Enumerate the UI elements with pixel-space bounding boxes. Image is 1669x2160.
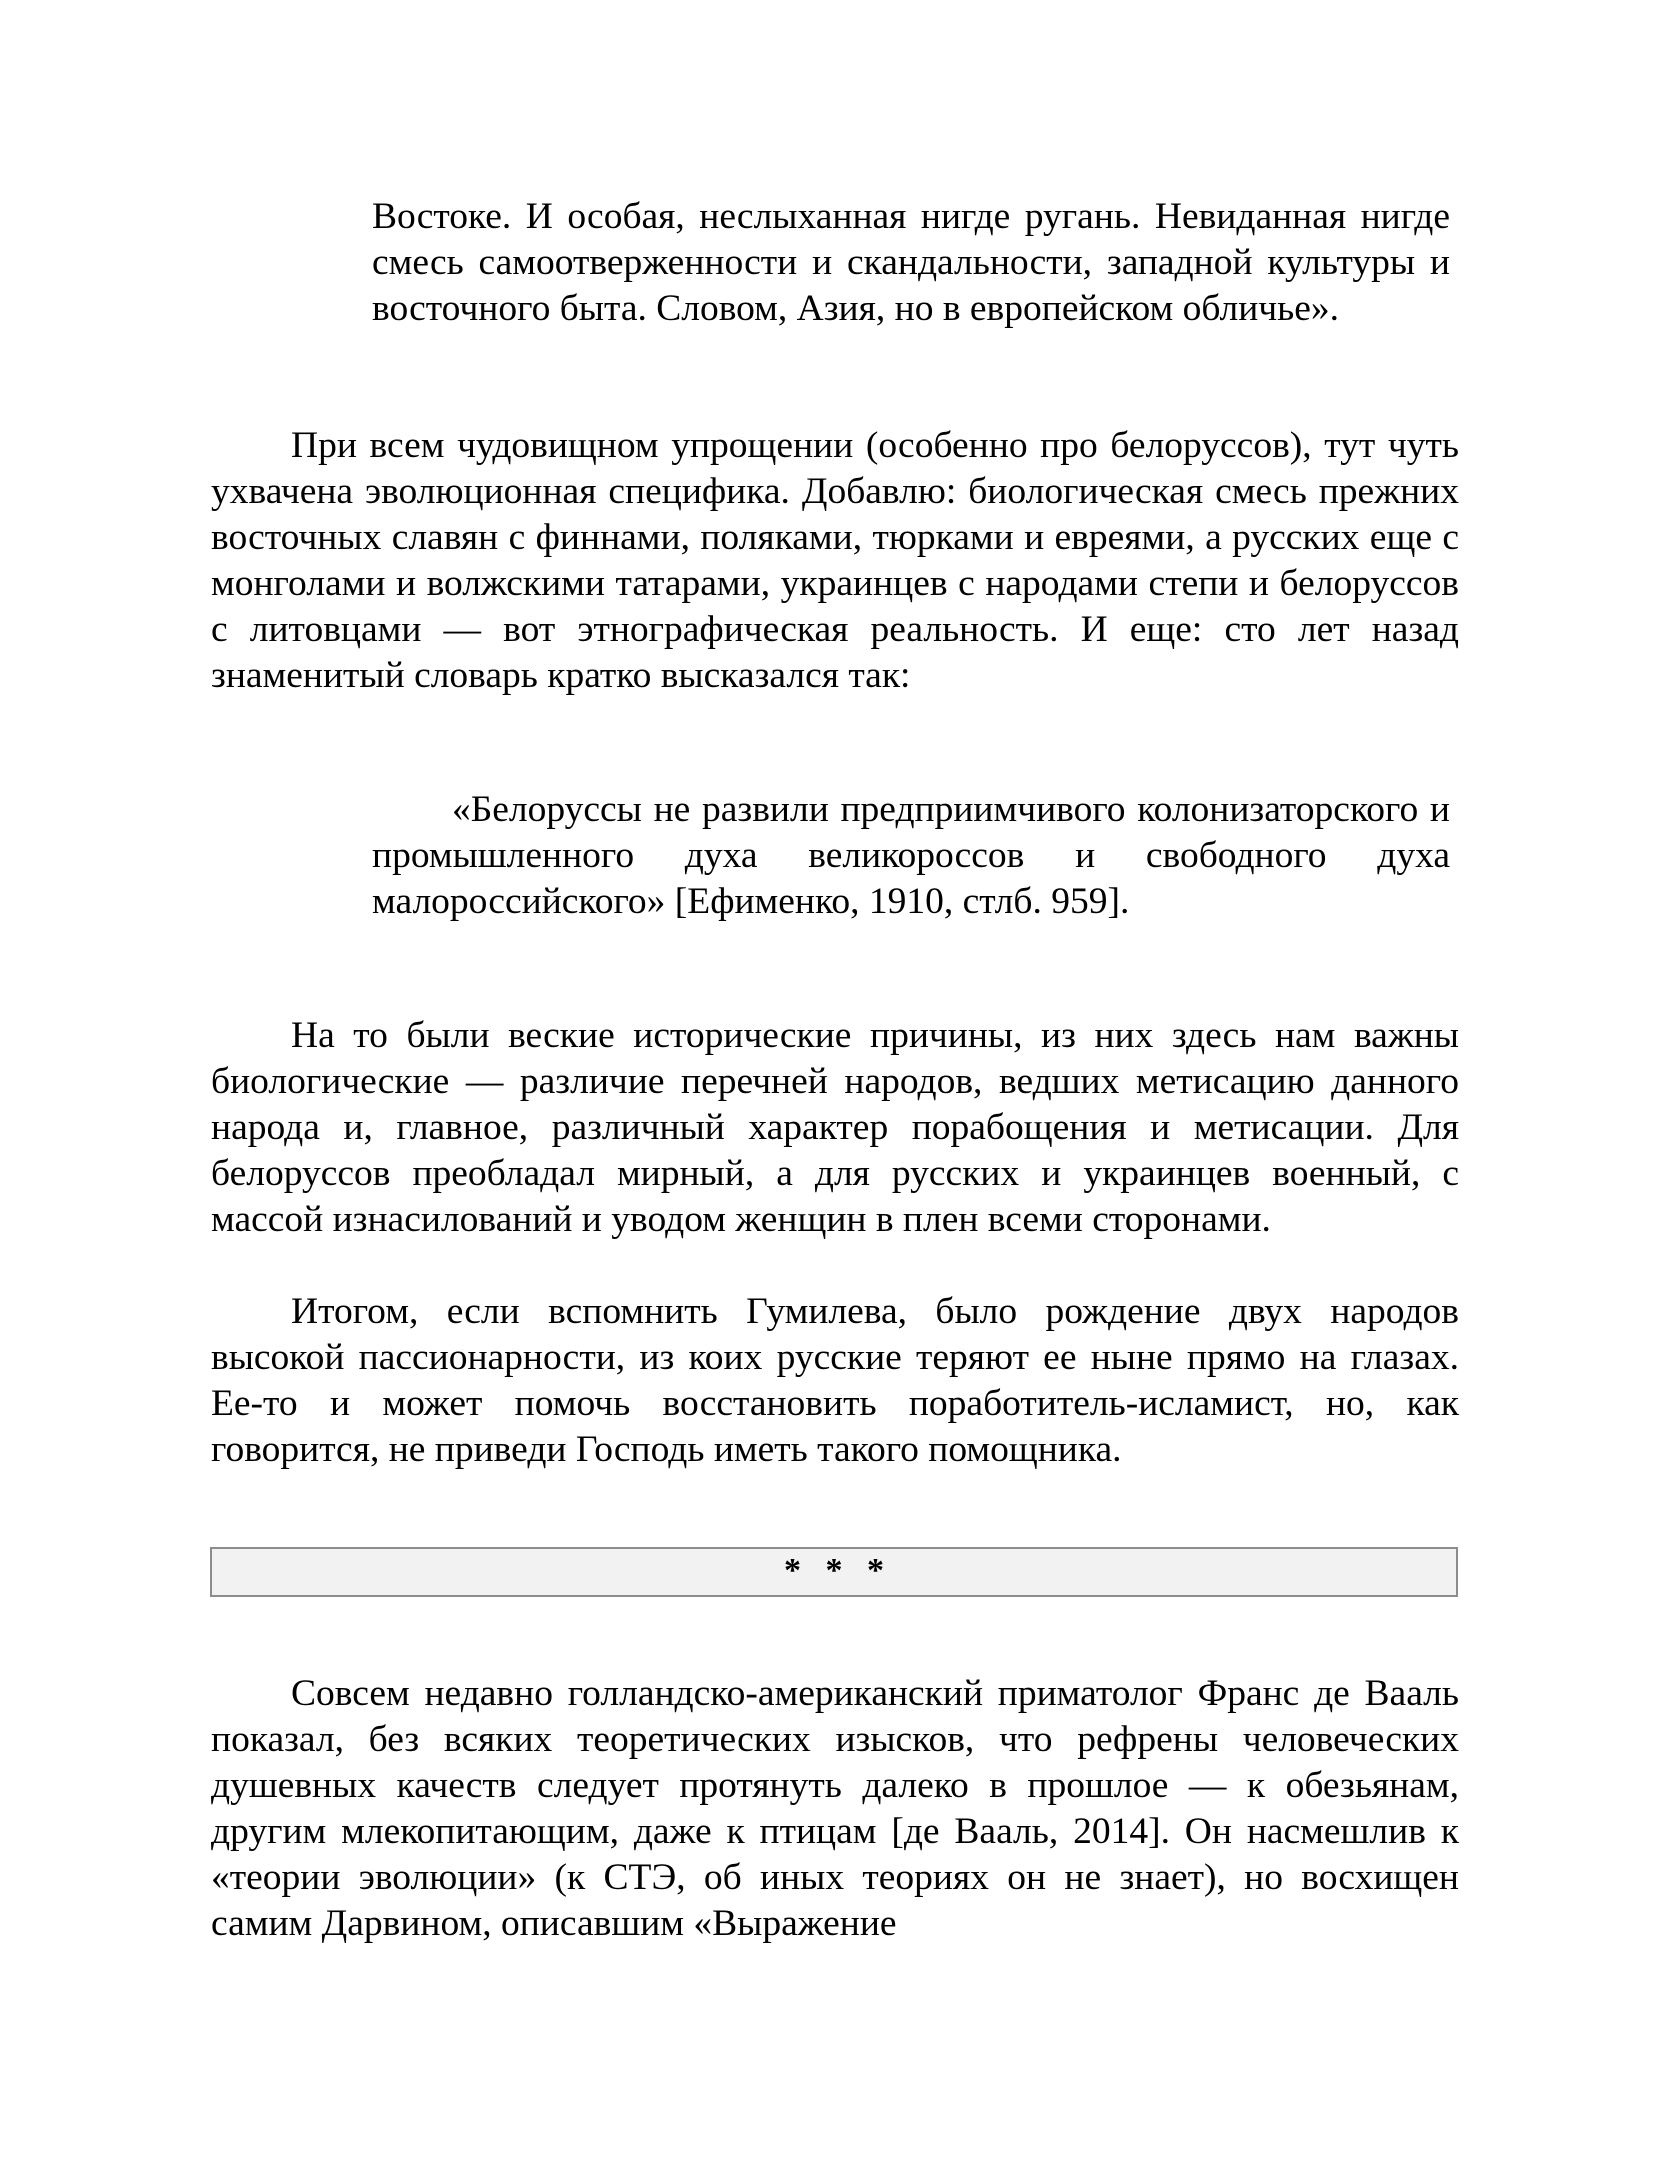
paragraph-historical-reasons: На то были веские исторические причины, из них здесь нам важны биологические — различие перечней народов, ведших метисацию данного народа и, главное, различный характер порабощения и метисации. Для белоруссов преобладал мирный, а для русских и украинцев военный, с массой изнасилований и уводом женщин в плен всеми сторонами.	[211, 1015, 1459, 1240]
block-quote-efimenko: «Белоруссы не развили предприимчивого колонизаторского и промышленного духа великороссов и свободного духа малороссийского» [Ефименко, 1910, стлб. 959].	[372, 789, 1450, 922]
block-quote-continuation: Востоке. И особая, неслыханная нигде ругань. Невиданная нигде смесь самоотверженности и скандальности, западной культуры и восточного быта. Словом, Азия, но в европейском обличье».	[372, 196, 1450, 329]
paragraph-de-waal: Совсем недавно голландско-американский приматолог Франс де Вааль показал, без всяких теоретических изысков, что рефрены человеческих душевных качеств следует протянуть далеко в прошлое — к обезьянам, другим млекопитающим, даже к птицам [де Вааль, 2014]. Он насмешлив к «теории эволюции» (к СТЭ, об иных теориях он не знает), но восхищен самим Дарвином, описавшим «Выражение	[211, 1673, 1459, 1944]
paragraph-simplification: При всем чудовищном упрощении (особенно про белоруссов), тут чуть ухвачена эволюционная специфика. Добавлю: биологическая смесь прежних восточных славян с финнами, поляками, тюрками и евреями, а русских еще с монголами и волжскими татарами, украинцев с народами степи и белоруссов с литовцами — вот этнографическая реальность. И еще: сто лет назад знаменитый словарь кратко высказался так:	[211, 425, 1459, 696]
separator-asterisks: * * *	[784, 1552, 892, 1589]
section-separator	[210, 1547, 1458, 1597]
paragraph-gumilev: Итогом, если вспомнить Гумилева, было рождение двух народов высокой пассионарности, из коих русские теряют ее ныне прямо на глазах. Ее-то и может помочь восстановить поработитель-исламист, но, как говорится, не приведи Господь иметь такого помощника.	[211, 1291, 1459, 1470]
